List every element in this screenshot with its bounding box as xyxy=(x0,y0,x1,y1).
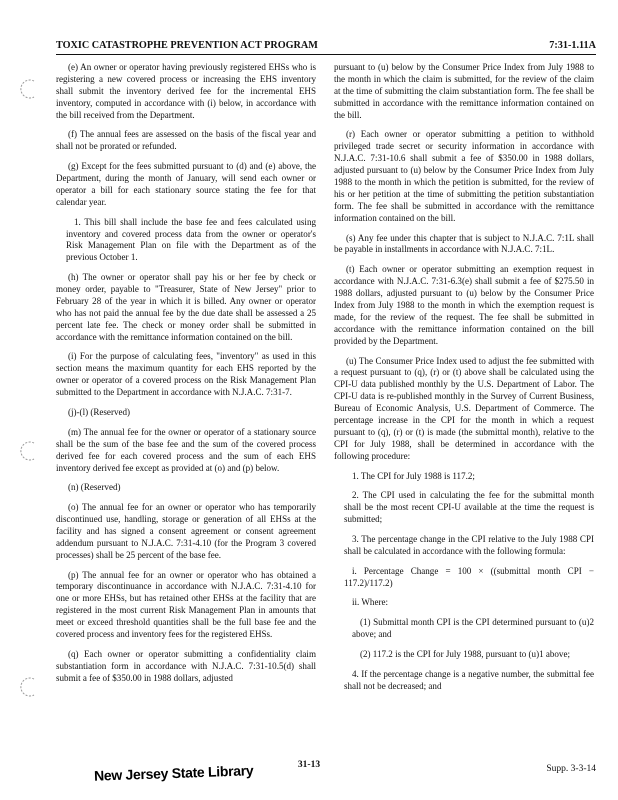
paragraph-u-4: 4. If the percentage change is a negative number, the submittal fee shall not be decreased; and xyxy=(344,668,594,691)
paragraph-q-continued: pursuant to (u) below by the Consumer Price Index from July 1988 to the month in which the claim is submitted, for the review of the claim at the time of submitting the claim substantiation form. The fee shall be submitted in accordance with the remittance information contained on the bill. xyxy=(334,62,594,120)
supplement-date: Supp. 3-3-14 xyxy=(546,764,596,774)
paragraph-o: (o) The annual fee for an owner or operator who has temporarily discontinued use, handling, storage or generation of all EHSs at the facility and has signed a consent agreement or consent agreement addendum pursuant to N.J.A.C. 7:31-4.10 (for the Program 3 covered processes) shall be 25 percent of the base fee. xyxy=(56,502,316,560)
paragraph-g-1: 1. This bill shall include the base fee and fees calculated using inventory and covered process data from the owner or operator's Risk Management Plan on file with the Department as of the previous October 1. xyxy=(66,216,316,263)
paragraph-u-2: 2. The CPI used in calculating the fee for the submittal month shall be the most recent CPI-U available at the time the request is submitted; xyxy=(344,490,594,525)
paragraph-q: (q) Each owner or operator submitting a confidentiality claim substantiation form in accordance with N.J.A.C. 7:31-10.5(d) shall submit a fee of $350.00 in 1988 dollars, adjusted xyxy=(56,648,316,683)
paragraph-u-3: 3. The percentage change in the CPI relative to the July 1988 CPI shall be calculated in accordance with the following formula: xyxy=(344,533,594,556)
paragraph-f: (f) The annual fees are assessed on the basis of the fiscal year and shall not be prorated or refunded. xyxy=(56,129,316,152)
paragraph-u-3-i: i. Percentage Change = 100 × ((submittal month CPI − 117.2)/117.2) xyxy=(344,565,594,588)
paragraph-u-3-ii-1: (1) Submittal month CPI is the CPI determined pursuant to (u)2 above; and xyxy=(352,617,594,640)
punch-hole-icon xyxy=(18,676,40,698)
left-column xyxy=(56,62,316,692)
paragraph-t: (t) Each owner or operator submitting an exemption request in accordance with N.J.A.C. 7:31-6.3(e) shall submit a fee of $275.50 in 1988 dollars, adjusted pursuant to (u) below by the Consumer Price Index from July 1988 to the month in which the exemption request is made, for the review of the request. The fee shall be submitted in accordance with the remittance information contained on the bill provided by the Department. xyxy=(334,264,594,346)
paragraph-u-3-ii-2: (2) 117.2 is the CPI for July 1988, pursuant to (u)1 above; xyxy=(360,648,570,659)
paragraph-j-l: (j)-(l) (Reserved) xyxy=(68,407,131,417)
paragraph-n: (n) (Reserved) xyxy=(68,482,121,493)
paragraph-g: (g) Except for the fees submitted pursuant to (d) and (e) above, the Department, during the month of January, will send each owner or operator a bill for each stationary source stating the fee for that calendar year. xyxy=(56,161,316,207)
header-rule xyxy=(56,54,596,55)
paragraph-h: (h) The owner or operator shall pay his or her fee by check or money order, payable to "Treasurer, State of New Jersey" prior to February 28 of the year in which it is billed. Any owner or operator who has not paid the annual fee by the due date shall be assessed a 25 percent late fee. The check or money order shall be submitted in accordance with the remittance information contained on the bill. xyxy=(56,272,316,342)
paragraph-i: (i) For the purpose of calculating fees, "inventory" as used in this section means the maximum quantity for each EHS reported by the owner or operator of a covered process on the Risk Management Plan submitted to the Department in accordance with N.J.A.C. 7:31-7. xyxy=(56,351,316,398)
paragraph-u-3-ii: ii. Where: xyxy=(352,597,389,608)
right-column xyxy=(334,62,594,700)
paragraph-u: (u) The Consumer Price Index used to adjust the fee submitted with a request pursuant to (q), (r) or (t) above shall be calculated using the CPI-U data published monthly by the U.S. Department of Labor. The CPI-U data is re-published monthly in the Survey of Current Business, Bureau of Economic Analysis, U.S. Department of Commerce. The percentage increase in the CPI for the month in which a request pursuant to (q), (r) or (t) is made (the submittal month), relative to the CPI for July 1988, shall be determined in accordance with the following procedure: xyxy=(334,355,594,461)
paragraph-p: (p) The annual fee for an owner or operator who has obtained a temporary discontinuance in accordance with N.J.A.C. 7:31-4.10 for one or more EHSs, but has retained other EHSs at the facility that are registered in the most current Risk Management Plan in amounts that meet or exceed threshold quantities shall be the full base fee and the covered process and inventory fees for the registered EHSs. xyxy=(56,569,316,640)
chapter-title: TOXIC CATASTROPHE PREVENTION ACT PROGRAM xyxy=(56,40,318,51)
library-stamp: New Jersey State Library xyxy=(93,762,254,784)
paragraph-s: (s) Any fee under this chapter that is subject to N.J.A.C. 7:1L shall be payable in installments in accordance with N.J.A.C. 7:1L. xyxy=(334,232,594,255)
paragraph-m: (m) The annual fee for the owner or operator of a stationary source shall be the sum of the base fee and the sum of the covered process derived fee for each covered process and the sum of each EHS inventory derived fee except as provided at (o) and (p) below. xyxy=(56,426,316,473)
punch-hole-icon xyxy=(18,440,40,462)
running-header xyxy=(56,40,596,54)
paragraph-r: (r) Each owner or operator submitting a petition to withhold privileged trade secret or security information in accordance with N.J.A.C. 7:31-10.6 shall submit a fee of $350.00 in 1988 dollars, adjusted pursuant to (u) below by the Consumer Price Index from July 1988 to the month in which the petition is submitted, for the review of his or her petition at the time of submitting the petition substantiation form. The fee shall be submitted in accordance with the remittance information contained on the bill. xyxy=(334,129,594,223)
paragraph-e: (e) An owner or operator having previously registered EHSs who is registering a new covered process or increasing the EHS inventory shall submit the inventory derived fee for the incremental EHS inventory, computed in accordance with (i) below, in accordance with the bill received from the Department. xyxy=(56,62,316,120)
punch-hole-icon xyxy=(18,78,40,100)
page-number: 31-13 xyxy=(297,760,321,770)
paragraph-u-1: 1. The CPI for July 1988 is 117.2; xyxy=(352,470,475,481)
section-number: 7:31-1.11A xyxy=(549,40,596,51)
